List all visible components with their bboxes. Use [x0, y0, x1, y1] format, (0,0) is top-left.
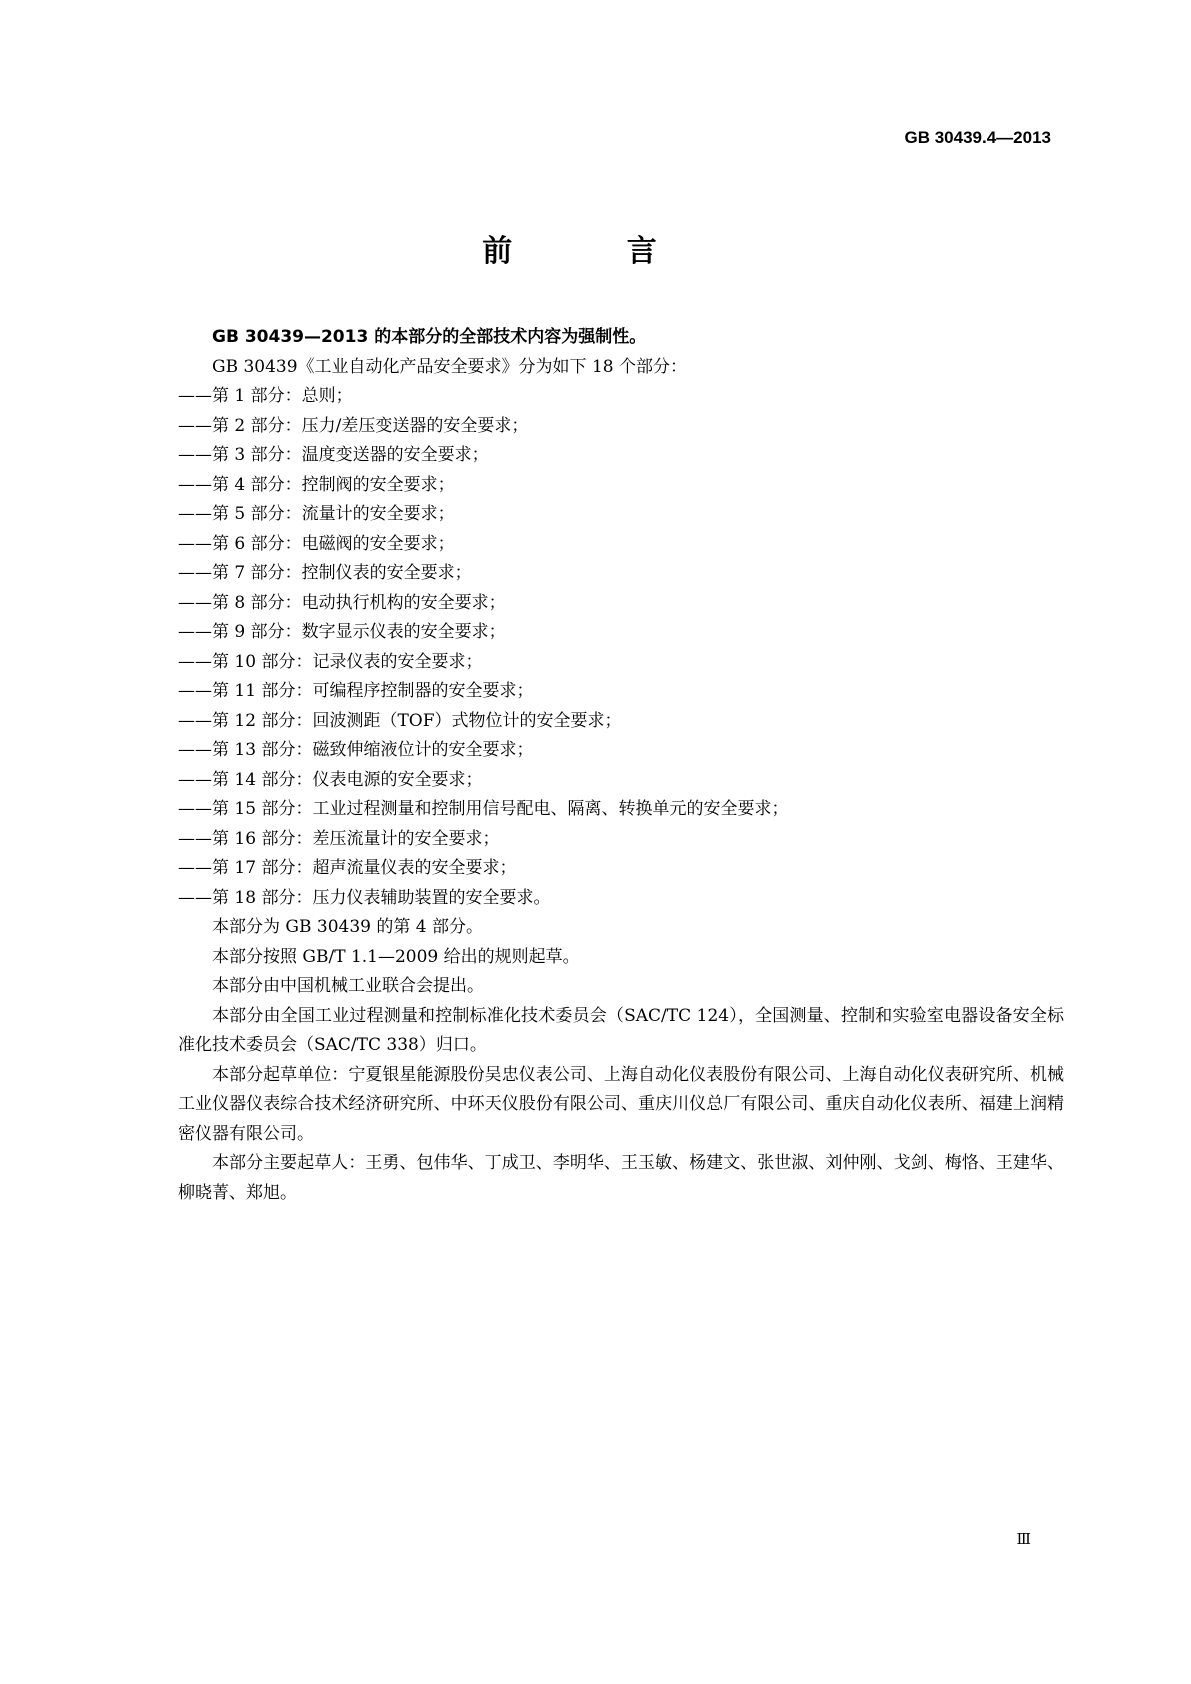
part-item: ——第 18 部分：压力仪表辅助装置的安全要求。 — [178, 887, 551, 908]
mandatory-statement: GB 30439—2013 的本部分的全部技术内容为强制性。 — [212, 327, 647, 347]
this-part-statement: 本部分为 GB 30439 的第 4 部分。 — [212, 917, 483, 937]
foreword-body — [178, 323, 1064, 1208]
part-item: ——第 1 部分：总则； — [178, 386, 353, 406]
part-item: ——第 4 部分：控制阀的安全要求； — [178, 474, 455, 495]
drafting-rules-statement: 本部分按照 GB/T 1.1—2009 给出的规则起草。 — [212, 946, 580, 967]
part-item: ——第 7 部分：控制仪表的安全要求； — [178, 563, 472, 583]
series-intro: GB 30439《工业自动化产品安全要求》分为如下 18 个部分： — [212, 356, 687, 377]
part-item: ——第 2 部分：压力/差压变送器的安全要求； — [178, 415, 529, 436]
part-item: ——第 9 部分：数字显示仪表的安全要求； — [178, 622, 506, 642]
part-item: ——第 13 部分：磁致伸缩液位计的安全要求； — [178, 740, 534, 760]
part-item: ——第 6 部分：电磁阀的安全要求； — [178, 533, 455, 554]
part-item: ——第 12 部分：回波测距（TOF）式物位计的安全要求； — [178, 710, 622, 731]
page-title: 前 言 — [482, 234, 709, 269]
part-item: ——第 16 部分：差压流量计的安全要求； — [178, 828, 500, 849]
drafters-statement: 本部分主要起草人：王勇、包伟华、丁成卫、李明华、王玉敏、杨建文、张世淑、刘仲刚、戈剑、梅恪、王建华、柳晓菁、郑旭。 — [178, 1153, 1064, 1203]
part-item: ——第 10 部分：记录仪表的安全要求； — [178, 651, 483, 672]
part-item: ——第 17 部分：超声流量仪表的安全要求； — [178, 858, 517, 878]
centralized-by-statement: 本部分由全国工业过程测量和控制标准化技术委员会（SAC/TC 124），全国测量、控制和实验室电器设备安全标准化技术委员会（SAC/TC 338）归口。 — [178, 1005, 1064, 1055]
drafting-units-statement: 本部分起草单位：宁夏银星能源股份吴忠仪表公司、上海自动化仪表股份有限公司、上海自动化仪表研究所、机械工业仪器仪表综合技术经济研究所、中环天仪股份有限公司、重庆川仪总厂有限公司、重庆自动化仪表所、福建上润精密仪器有限公司。 — [178, 1064, 1064, 1144]
part-item: ——第 8 部分：电动执行机构的安全要求； — [178, 592, 506, 613]
part-item: ——第 14 部分：仪表电源的安全要求； — [178, 769, 483, 790]
proposed-by-statement: 本部分由中国机械工业联合会提出。 — [212, 976, 484, 996]
page-number: Ⅲ — [1016, 1530, 1031, 1548]
parts-list — [178, 382, 1064, 913]
part-item: ——第 3 部分：温度变送器的安全要求； — [178, 445, 489, 465]
part-item: ——第 11 部分：可编程序控制器的安全要求； — [178, 681, 534, 701]
part-item: ——第 5 部分：流量计的安全要求； — [178, 504, 455, 524]
standard-code: GB 30439.4—2013 — [904, 128, 1051, 147]
part-item: ——第 15 部分：工业过程测量和控制用信号配电、隔离、转换单元的安全要求； — [178, 799, 789, 819]
